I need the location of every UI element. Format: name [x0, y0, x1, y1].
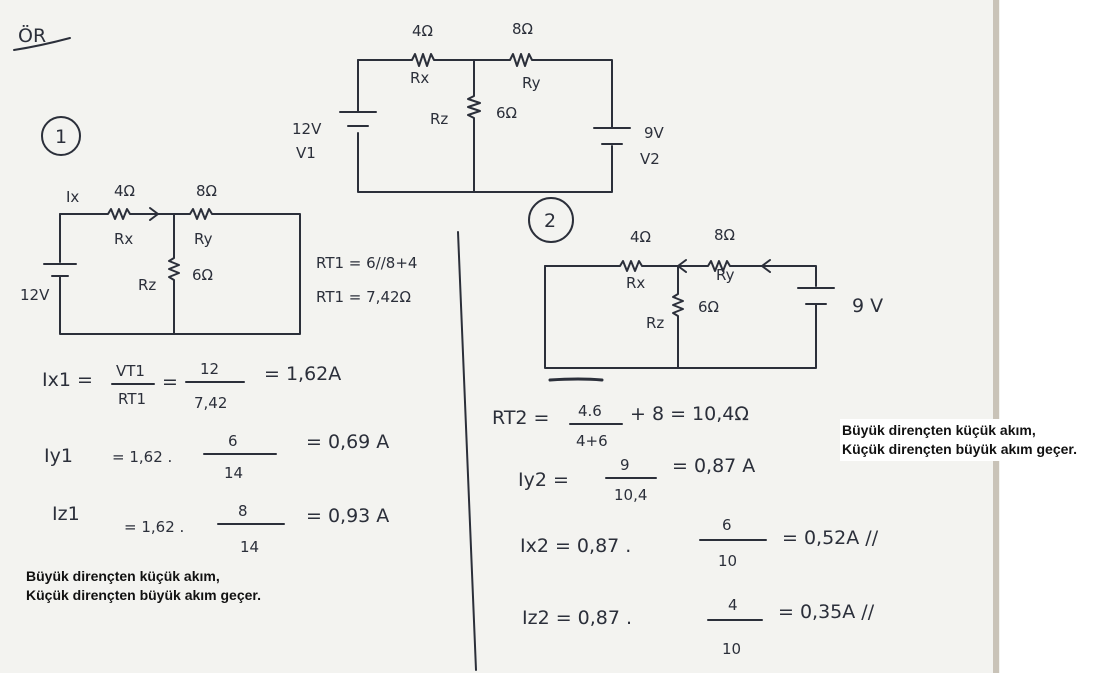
- part2-iy-lhs: Iy2 =: [518, 469, 569, 491]
- part1-ix-den2: 7,42: [194, 394, 228, 412]
- part1-label: 1: [55, 126, 68, 148]
- part1-rz-value: 6Ω: [192, 266, 214, 284]
- part1-ix-lhs: Ix1 =: [42, 369, 93, 391]
- part1-iy-den: 14: [224, 464, 244, 482]
- top-ry-label: Ry: [522, 74, 541, 92]
- part2-resistor-rz: [673, 266, 683, 368]
- top-rz-value: 6Ω: [496, 104, 518, 122]
- part1-iz-eq: = 1,62 .: [124, 518, 185, 536]
- note-right-line1: Büyük dirençten küçük akım,: [842, 422, 1036, 438]
- part2-rx-label: Rx: [626, 274, 646, 292]
- part2-rz-value: 6Ω: [698, 298, 720, 316]
- part1-ry-label: Ry: [194, 230, 213, 248]
- part2-rt-num: 4.6: [578, 402, 602, 420]
- part2-iz-result: = 0,35A //: [778, 601, 875, 623]
- top-wire-upper: [358, 54, 612, 128]
- part1-iy-result: = 0,69 A: [306, 431, 390, 453]
- part2-ix-lhs: Ix2 = 0,87 .: [520, 535, 632, 557]
- note-box-left: [26, 567, 261, 605]
- part1-iz-result: = 0,93 A: [306, 505, 390, 527]
- part2-ry-label: Ry: [716, 266, 735, 284]
- title-text: ÖR: [18, 25, 47, 47]
- part2-r-right-value: 8Ω: [714, 226, 736, 244]
- top-r-left-value: 4Ω: [412, 22, 434, 40]
- part2-ix-num: 6: [722, 516, 732, 534]
- part2-ix-result: = 0,52A //: [782, 527, 879, 549]
- top-v2-value: 9V: [644, 124, 664, 142]
- part2-ix-den: 10: [718, 552, 738, 570]
- part2-wire-mark: [550, 379, 602, 380]
- top-battery-v2: [594, 128, 630, 144]
- part1-iy-num: 6: [228, 432, 238, 450]
- note-left-line1: Büyük dirençten küçük akım,: [26, 568, 220, 584]
- part2-rt-result: + 8 = 10,4Ω: [630, 403, 749, 425]
- top-wire-lower: [358, 133, 612, 192]
- part1-ix-result: = 1,62A: [264, 363, 342, 385]
- part1-source-label: 12V: [20, 286, 50, 304]
- part1-rt-line2: RT1 = 7,42Ω: [316, 288, 412, 306]
- part1-ix-den: RT1: [118, 390, 147, 408]
- part2-r-left-value: 4Ω: [630, 228, 652, 246]
- part1-ix-num: VT1: [116, 362, 145, 380]
- top-v1-value: 12V: [292, 120, 322, 138]
- top-resistor-rz: [468, 60, 480, 192]
- part2-iy-den: 10,4: [614, 486, 648, 504]
- part1-ix-num2: 12: [200, 360, 220, 378]
- part2-rt-den: 4+6: [576, 432, 608, 450]
- note-right-line2: Küçük dirençten büyük akım geçer.: [842, 441, 1077, 457]
- part1-r-right-value: 8Ω: [196, 182, 218, 200]
- part2-rt-lhs: RT2 =: [492, 407, 550, 429]
- note-left-line2: Küçük dirençten büyük akım geçer.: [26, 587, 261, 603]
- section-divider: [458, 232, 476, 670]
- part2-label: 2: [544, 210, 557, 232]
- part1-rx-label: Rx: [114, 230, 134, 248]
- part1-iy-lhs: Iy1: [44, 445, 73, 467]
- top-battery-v1: [340, 112, 376, 126]
- part1-iy-eq: = 1,62 .: [112, 448, 173, 466]
- top-rz-label: Rz: [430, 110, 449, 128]
- part2-iy-num: 9: [620, 456, 630, 474]
- circuit-top: [292, 20, 665, 192]
- top-rx-label: Rx: [410, 69, 430, 87]
- part1-iz-den: 14: [240, 538, 260, 556]
- part2-iz-den: 10: [722, 640, 742, 658]
- note-box-right: [840, 419, 1117, 461]
- top-v1-name: V1: [296, 144, 316, 162]
- part1-wire: [60, 209, 300, 334]
- part1-ix-label: Ix: [66, 188, 80, 206]
- part1-iz-lhs: Iz1: [52, 503, 80, 525]
- part1-rt-line1: RT1 = 6//8+4: [316, 254, 418, 272]
- part2-source-label: 9 V: [852, 295, 884, 317]
- part1-rz-label: Rz: [138, 276, 157, 294]
- top-v2-name: V2: [640, 150, 660, 168]
- part2-iz-lhs: Iz2 = 0,87 .: [522, 607, 633, 629]
- part1-resistor-rz: [169, 214, 179, 334]
- top-r-right-value: 8Ω: [512, 20, 534, 38]
- part1-r-left-value: 4Ω: [114, 182, 136, 200]
- part1-ix-eq: =: [162, 371, 178, 393]
- part2-rz-label: Rz: [646, 314, 665, 332]
- part2-battery: [798, 288, 834, 304]
- part1-battery: [44, 264, 76, 276]
- part2-iz-num: 4: [728, 596, 738, 614]
- part2-iy-result: = 0,87 A: [672, 455, 756, 477]
- part1-iz-num: 8: [238, 502, 248, 520]
- part2-section: [492, 198, 883, 658]
- part2-wire-lower: [545, 266, 816, 368]
